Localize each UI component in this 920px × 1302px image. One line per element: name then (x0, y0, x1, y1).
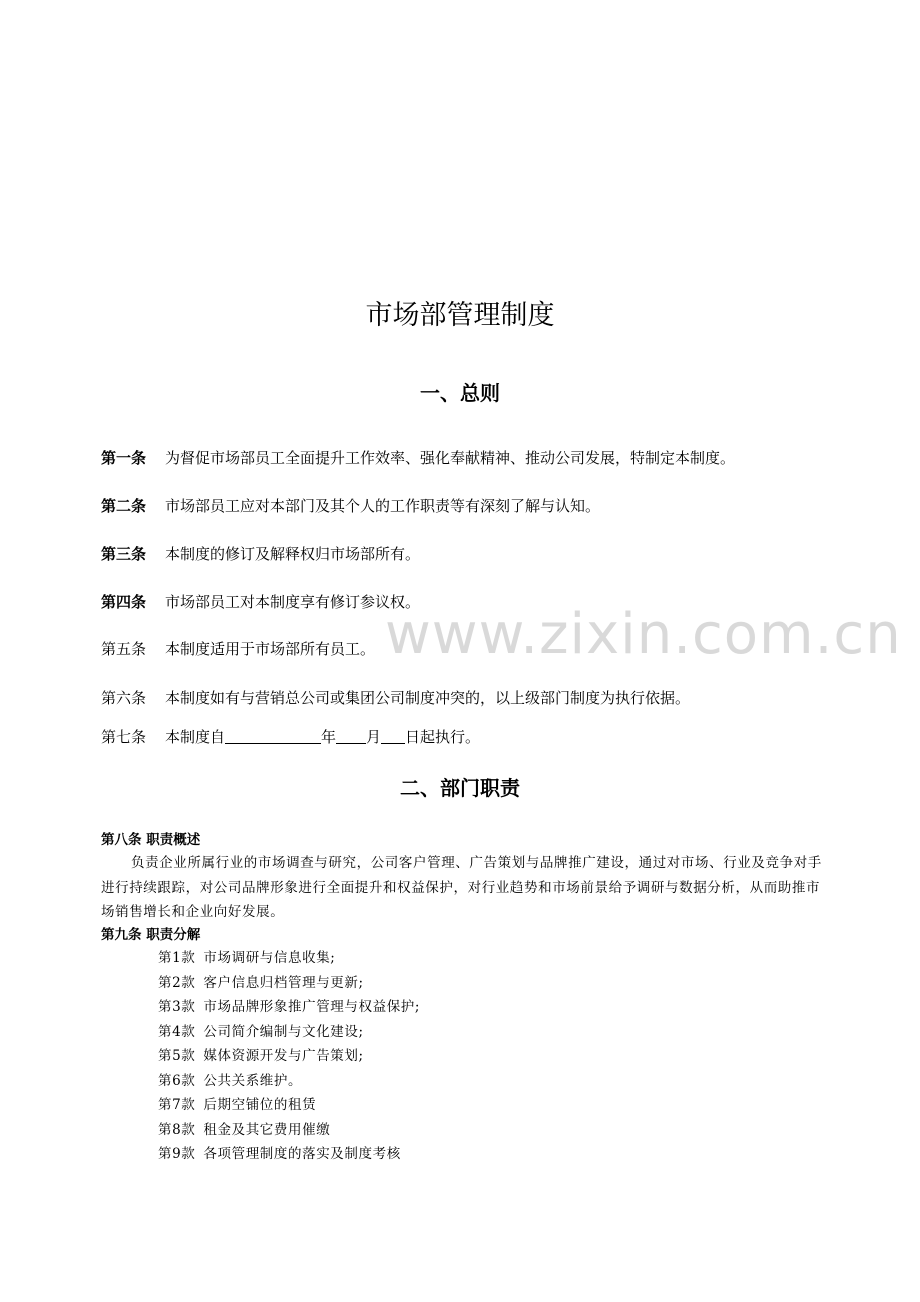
list-item (158, 1044, 420, 1069)
clause-text: 市场品牌形象推广管理与权益保护; (203, 999, 421, 1015)
article-5 (101, 637, 375, 661)
list-item (158, 1069, 420, 1094)
clause-number: 第7款 (158, 1097, 196, 1113)
article-label: 第七条 (101, 728, 147, 746)
article-2 (101, 494, 600, 518)
clause-number: 第5款 (158, 1048, 196, 1064)
article-text: 本制度适用于市场部所有员工。 (165, 640, 376, 658)
article-text: 市场部员工对本制度享有修订参议权。 (165, 593, 421, 611)
clause-number: 第1款 (158, 950, 196, 966)
day-blank (381, 725, 405, 744)
clause-number: 第4款 (158, 1023, 196, 1040)
article-8-heading: 第八条 职责概述 (101, 832, 201, 848)
article-label: 第五条 (101, 640, 147, 658)
article7-prefix: 本制度自 (165, 728, 226, 746)
article-7 (101, 725, 480, 749)
clause-number: 第8款 (158, 1121, 196, 1138)
article-text: 本制度如有与营销总公司或集团公司制度冲突的，以上级部门制度为执行依据。 (165, 689, 691, 707)
article7-year: 年 (321, 728, 337, 746)
article-9-heading: 第九条 职责分解 (101, 927, 201, 943)
article-label: 第三条 (101, 545, 147, 563)
list-item (158, 1093, 420, 1118)
list-item (158, 971, 420, 996)
list-item (158, 1118, 420, 1143)
clause-text: 后期空铺位的租赁 (203, 1097, 317, 1113)
article-8-text: 负责企业所属行业的市场调查与研究，公司客户管理、广告策划与品牌推广建设，通过对市场、行业及竞争对手进行持续跟踪，对公司品牌形象进行全面提升和权益保护，对行业趋势和市场前景给予调研与数据分析，从而助推市场销售增长和企业向好发展。 (101, 855, 822, 920)
article-label: 第二条 (101, 497, 147, 515)
clause-number: 第3款 (158, 999, 196, 1015)
article-label: 第一条 (101, 449, 147, 467)
clause-text: 租金及其它费用催缴 (203, 1121, 331, 1138)
watermark: www.zixin.com.cn (385, 602, 902, 667)
clause-text: 各项管理制度的落实及制度考核 (203, 1146, 401, 1162)
article-6 (101, 686, 690, 710)
article7-month: 月 (366, 728, 382, 746)
clause-text: 公司简介编制与文化建设; (203, 1023, 364, 1040)
clause-text: 客户信息归档管理与更新; (203, 974, 364, 991)
article-text: 本制度的修订及解释权归市场部所有。 (165, 545, 421, 563)
list-item (158, 946, 420, 971)
article-4 (101, 590, 420, 614)
article-text: 市场部员工应对本部门及其个人的工作职责等有深刻了解与认知。 (165, 497, 601, 515)
month-blank (336, 725, 366, 744)
article7-suffix: 日起执行。 (405, 728, 481, 746)
clause-text: 媒体资源开发与广告策划; (203, 1048, 364, 1064)
clause-list (158, 946, 420, 1167)
clause-text: 市场调研与信息收集; (203, 950, 336, 966)
article-3 (101, 542, 420, 566)
article-label: 第四条 (101, 593, 147, 611)
clause-number: 第9款 (158, 1146, 196, 1162)
section-heading-duties: 二、部门职责 (400, 776, 520, 800)
list-item (158, 1142, 420, 1167)
clause-text: 公共关系维护。 (203, 1072, 303, 1089)
article-label: 第六条 (101, 689, 147, 707)
list-item (158, 995, 420, 1020)
clause-number: 第6款 (158, 1072, 196, 1089)
document-title: 市场部管理制度 (365, 300, 555, 331)
year-blank (225, 725, 321, 744)
article-text: 为督促市场部员工全面提升工作效率、强化奉献精神、推动公司发展，特制定本制度。 (165, 449, 736, 467)
section-heading-general: 一、总则 (420, 381, 500, 405)
list-item (158, 1020, 420, 1045)
article-1 (101, 446, 735, 470)
clause-number: 第2款 (158, 974, 196, 991)
